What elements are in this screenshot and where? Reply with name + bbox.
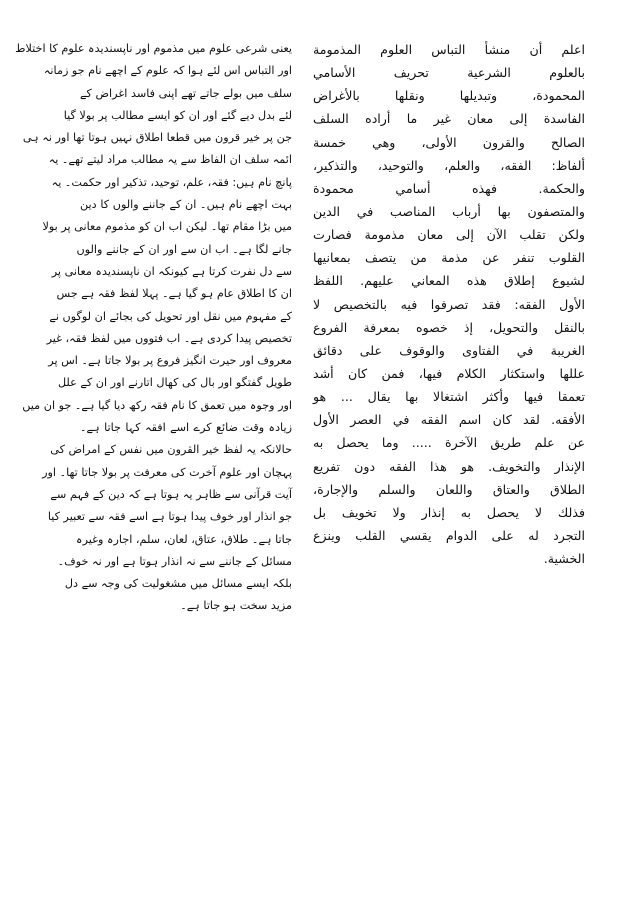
urdu-text-line: اور وجوہ میں تعمق کا نام فقہ رکھ دیا گیا ہے۔ جو ان میں xyxy=(22,398,292,412)
urdu-text-line: میں بڑا مقام تھا۔ لیکن اب ان کو مذموم معانی پر بولا xyxy=(42,220,292,234)
urdu-text-line: مسائل کے جاننے سے نہ انذار ہوتا ہے اور نہ خوف۔ xyxy=(57,554,292,568)
urdu-text-line: طویل گفتگو اور بال کی کھال اتارنے اور ان کے علل xyxy=(57,376,292,390)
arabic-text-line: والمتصفون بها أرباب المناصب في الدين xyxy=(313,203,585,219)
arabic-text-line: الصالح والقرون الأولى، وهي خمسة xyxy=(313,134,585,150)
arabic-text-line: الفاسدة إلى معان غير ما أراده السلف xyxy=(313,111,585,127)
arabic-text-column xyxy=(313,38,585,570)
arabic-text-line: اعلم أن منشأ التباس العلوم المذمومة xyxy=(313,42,585,57)
urdu-text-line: زیادہ وقت ضائع کرے اسے افقہ کہا جاتا ہے۔ xyxy=(80,421,292,435)
urdu-text-column xyxy=(15,38,292,618)
arabic-text-line: لشيوع إطلاق هذه المعاني عليهم. اللفظ xyxy=(313,273,585,289)
urdu-text-line: سلف میں بولے جاتے تھے اپنی فاسد اغراض کے xyxy=(80,86,292,100)
urdu-text-line: جو انذار اور خوف پیدا ہوتا ہے اسے فقہ سے تعبیر کیا xyxy=(47,510,292,524)
urdu-text-line: تخصیص پیدا کردی ہے۔ اب فتووں میں لفظ فقہ، غیر xyxy=(46,331,292,345)
arabic-text-line: بالنقل والتحويل، إذ خصوه بمعرفة الفروع xyxy=(313,319,585,335)
urdu-text-line: جاتا ہے۔ طلاق، عتاق، لعان، سلم، اجارہ وغیرہ xyxy=(76,532,292,546)
urdu-text-line: پانچ نام ہیں: فقہ، علم، توحید، تذکیر اور حکمت۔ یہ xyxy=(51,175,292,189)
urdu-text-line: اور التباس اس لئے ہوا کہ علوم کے اچھے نام جو زمانہ xyxy=(43,64,292,78)
arabic-text-line: الإنذار والتخويف. هو هذا الفقه دون تفريع xyxy=(313,458,585,474)
arabic-text-line: الأول الفقه: فقد تصرفوا فيه بالتخصيص لا xyxy=(313,296,585,312)
urdu-text-line: پہچان اور علوم آخرت کی معرفت پر بولا جاتا تھا۔ اور xyxy=(42,465,292,479)
arabic-text-line: ولكن تقلب الآن إلى معان مذمومة فصارت xyxy=(313,227,585,243)
urdu-text-line: جن پر خیر قرون میں قطعا اطلاق نہیں ہوتا تھا اور نہ ہی xyxy=(22,131,292,145)
arabic-text-line: عللها واستكثار الكلام فيها، فمن كان أشد xyxy=(313,365,585,381)
arabic-text-line: المحمودة، وتبديلها ونقلها بالأغراض xyxy=(313,88,585,104)
urdu-text-line: لئے بدل دیے گئے اور ان کو ایسے مطالب پر بولا گیا xyxy=(63,108,292,122)
urdu-text-line: آیت قرآنی سے ظاہر یہ ہوتا ہے کہ دین کے فہم سے xyxy=(50,487,292,501)
arabic-text-line: بالعلوم الشرعية تحريف الأسامي xyxy=(313,65,585,81)
urdu-text-line: جانے لگا ہے۔ اب ان سے اور ان کے جاننے والوں xyxy=(76,242,292,256)
arabic-text-line: عن علم طريق الآخرة ..... وما يحصل به xyxy=(313,435,585,451)
arabic-text-line: القلوب تنفر عن مذمة من يتصف بمعانيها xyxy=(313,250,585,266)
urdu-text-line: حالانکہ یہ لفظ خیر القرون میں نفس کے امراض کی xyxy=(50,443,292,457)
arabic-text-line: التجرد له على الدوام يقسي القلب وينزع xyxy=(313,527,585,543)
arabic-text-line: والحكمة. فهذه أسامي محمودة xyxy=(313,180,585,196)
arabic-text-line: ألفاظ: الفقه، والعلم، والتوحيد، والتذكير، xyxy=(313,157,585,173)
urdu-text-line: مزید سخت ہو جاتا ہے۔ xyxy=(180,599,292,613)
urdu-text-line: ائمہ سلف ان الفاظ سے یہ مطالب مراد لیتے تھے۔ یہ xyxy=(48,153,292,167)
urdu-text-line: کے مفہوم میں نقل اور تحویل کی بجائے ان لوگوں نے xyxy=(49,309,292,323)
urdu-text-line: ان کا اطلاق عام ہو گیا ہے۔ پہلا لفظ فقہ ہے جس xyxy=(56,287,292,301)
arabic-text-line: الطلاق والعتاق واللعان والسلم والإجارة، xyxy=(313,481,585,497)
urdu-text-line: بلکہ ایسے مسائل میں مشغولیت کی وجہ سے دل xyxy=(64,577,292,591)
arabic-text-line: فذلك لا يحصل به إنذار ولا تخويف بل xyxy=(313,504,585,520)
urdu-text-line: یعنی شرعی علوم میں مذموم اور ناپسندیدہ علوم کا اختلاط xyxy=(15,42,292,55)
urdu-text-line: سے دل نفرت کرتا ہے کیونکہ ان ناپسندیدہ معانی پر xyxy=(51,264,292,278)
arabic-text-line: تعمقا فيها وأكثر اشتغالا بها يقال ... هو xyxy=(313,389,585,405)
urdu-text-line: بہت اچھے نام ہیں۔ ان کے جاننے والوں کا دین xyxy=(80,198,292,212)
arabic-text-line: الغريبة في الفتاوى والوقوف على دقائق xyxy=(313,342,585,358)
urdu-text-line: معروف اور حیرت انگیز فروع پر بولا جاتا ہے۔ اس پر xyxy=(48,354,292,368)
arabic-text-line: الأفقه. لقد كان اسم الفقه في العصر الأول xyxy=(313,412,585,428)
arabic-text-line: الخشية. xyxy=(543,551,585,567)
